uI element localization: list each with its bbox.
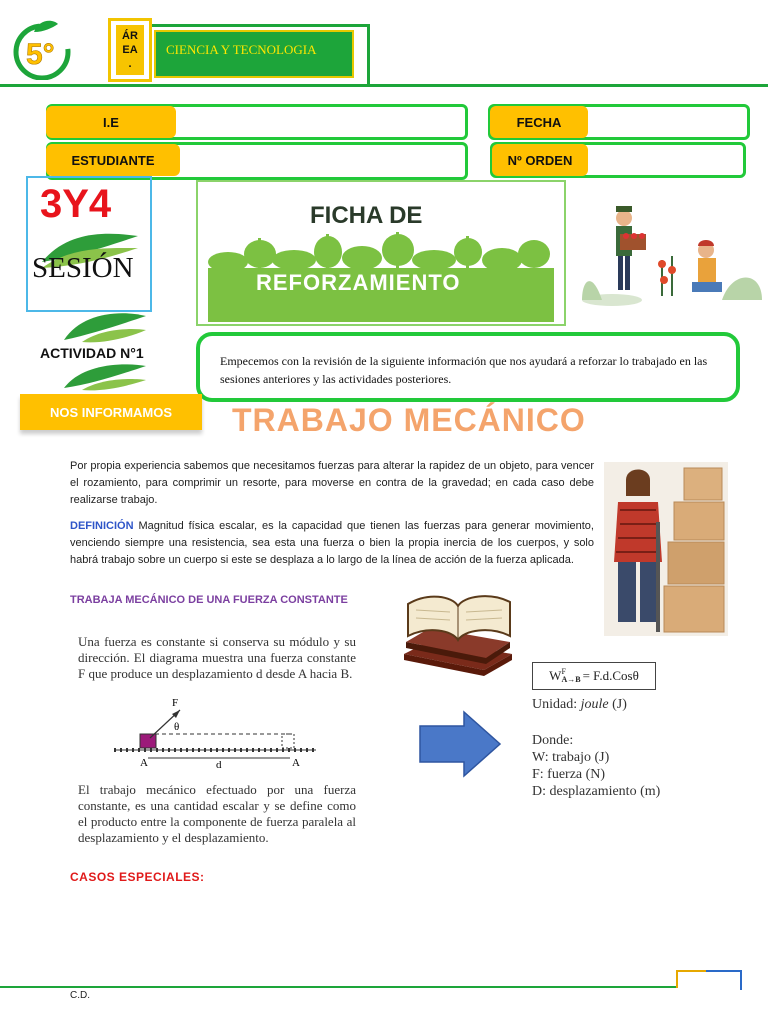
- diagram-angle-label: θ: [174, 721, 180, 733]
- books-icon: [398, 582, 516, 680]
- right-arrow-icon: [418, 710, 502, 778]
- main-title: TRABAJO MECÁNICO: [232, 402, 586, 438]
- work-formula: [532, 662, 656, 690]
- formula-rhs: = F.d.Cosθ: [582, 668, 639, 683]
- estudiante-label: ESTUDIANTE: [46, 144, 180, 176]
- header-divider: [0, 84, 768, 87]
- area-label-line: .: [128, 58, 132, 70]
- session-word: SESIÓN: [32, 252, 134, 284]
- area-label-line: EA: [122, 44, 138, 56]
- unit-line: [532, 696, 627, 713]
- where-item: D: desplazamiento (m): [532, 784, 661, 799]
- diagram-force-label: F: [172, 697, 179, 709]
- info-text: Empecemos con la revisión de la siguiente información que nos ayudará a reforzar lo trabajado en las sesiones anteriores y las actividades posteriores.: [220, 354, 708, 386]
- session-number: 3Y4: [40, 182, 112, 226]
- fecha-label: FECHA: [490, 106, 588, 138]
- area-title: [154, 30, 354, 78]
- session-box: [26, 176, 152, 312]
- formula-superscript: F: [561, 667, 566, 676]
- constant-force-description: Una fuerza es constante si conserva su módulo y su dirección. El diagrama muestra una fuerza constante F que produce un desplazamiento d desde A hacia B.: [78, 634, 356, 681]
- footer-corner-decoration: [676, 970, 708, 988]
- area-label: [116, 25, 144, 75]
- farmers-illustration: [572, 200, 768, 312]
- footer-cd: C.D.: [70, 990, 90, 1001]
- special-cases-heading: CASOS ESPECIALES:: [70, 870, 205, 884]
- grade-number: 5°: [26, 38, 55, 71]
- unit-symbol: (J): [608, 697, 627, 712]
- leaf-top-icon: [62, 310, 148, 344]
- area-label-box: [108, 18, 152, 82]
- ficha-title-line2: REFORZAMIENTO: [256, 270, 461, 295]
- formula-subscript: A→B: [561, 675, 581, 684]
- force-displacement-diagram: [110, 694, 320, 774]
- diagram-distance-label: d: [216, 759, 222, 771]
- formula-symbol: W: [549, 668, 562, 683]
- ie-label: I.E: [46, 106, 176, 138]
- unit-label: Unidad:: [532, 697, 581, 712]
- info-box: [196, 332, 740, 402]
- footer-corner-decoration: [706, 970, 742, 990]
- area-label-line: ÁR: [122, 30, 138, 42]
- ficha-title-line1: FICHA DE: [310, 202, 423, 229]
- definition-text: Magnitud física escalar, es la capacidad que tienen las fuerzas para generar movimiento, venciendo siempre una resistencia, sea esta una fuerza o bien la propia inercia de los cuerpos, y solo habrá trabajo sobre un cuerpo si este se desplaza a lo largo de la línea de acción de la fuerza aplicada.: [70, 520, 594, 566]
- where-title: Donde:: [532, 733, 574, 748]
- diagram-end-label: A: [292, 757, 300, 769]
- grade-logo: [8, 14, 78, 80]
- nos-informamos-button[interactable]: NOS INFORMAMOS: [20, 394, 202, 430]
- leaf-bottom-icon: [62, 362, 148, 392]
- definition-paragraph: [70, 518, 594, 569]
- ficha-banner: [196, 180, 566, 326]
- constant-force-heading: TRABAJA MECÁNICO DE UNA FUERZA CONSTANTE: [70, 594, 348, 606]
- where-list: [532, 732, 660, 800]
- footer-divider: [0, 986, 676, 988]
- where-item: W: trabajo (J): [532, 750, 610, 765]
- activity-label: ACTIVIDAD N°1: [40, 345, 144, 361]
- intro-paragraph: Por propia experiencia sabemos que necesitamos fuerzas para alterar la rapidez de un objeto, para vencer el rozamiento, para comprimir un resorte, para moverse en contra de la gravedad; en cada caso debe realizarse trabajo.: [70, 460, 594, 506]
- constant-force-conclusion: El trabajo mecánico efectuado por una fuerza constante, es una cantidad escalar y se define como el producto entre la componente de fuerza paralela al desplazamiento y el desplazamiento.: [78, 782, 356, 845]
- unit-value: joule: [580, 697, 609, 712]
- area-name: CIENCIA Y TECNOLOGIA: [166, 42, 317, 57]
- orden-label: Nº ORDEN: [492, 144, 588, 176]
- diagram-start-label: A: [140, 757, 148, 769]
- where-item: F: fuerza (N): [532, 767, 606, 782]
- woman-moving-boxes-photo: [604, 462, 728, 636]
- definition-label: DEFINICIÓN: [70, 520, 134, 532]
